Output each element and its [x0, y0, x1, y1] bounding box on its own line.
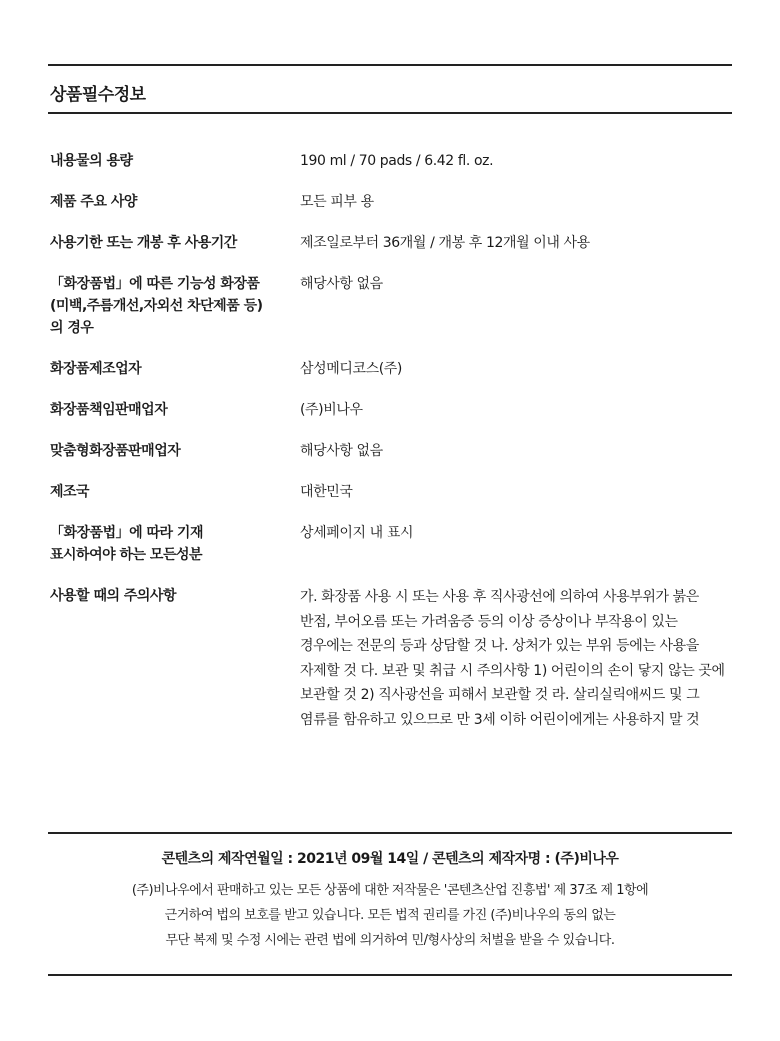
row-value: 제조일로부터 36개월 / 개봉 후 12개월 이내 사용 [300, 235, 590, 251]
copyright-line: 근거하여 법의 보호를 받고 있습니다. 모든 법적 권리를 가진 (주)비나우의 동의 없는 [164, 908, 616, 923]
row-label: 「화장품법」에 따른 기능성 화장품 (미백,주름개선,자외선 차단제품 등) 의 경우 [50, 276, 263, 336]
row-value: 190 ml / 70 pads / 6.42 fl. oz. [300, 153, 494, 169]
top-divider [48, 64, 732, 66]
title-divider [48, 112, 732, 114]
info-row-custom-seller [50, 440, 730, 462]
info-table [50, 150, 730, 751]
row-label: 내용물의 용량 [50, 153, 133, 169]
row-value: 해당사항 없음 [300, 443, 383, 459]
row-value: (주)비나우 [300, 402, 363, 418]
info-row-manufacturer [50, 358, 730, 380]
row-label: 제품 주요 사양 [50, 194, 137, 210]
row-value: 해당사항 없음 [300, 276, 383, 292]
info-row-functional [50, 273, 730, 339]
content-date-title: 콘텐츠의 제작연월일 : 2021년 09월 14일 / 콘텐츠의 제작자명 : (주)비나우 [161, 851, 619, 867]
info-row-country [50, 481, 730, 503]
info-row-expiry [50, 232, 730, 254]
row-label: 화장품제조업자 [50, 361, 142, 377]
footer-top-divider [48, 832, 732, 834]
row-value: 상세페이지 내 표시 [300, 525, 414, 541]
info-row-volume [50, 150, 730, 172]
footer-bottom-divider [48, 974, 732, 976]
row-label: 화장품책임판매업자 [50, 402, 168, 418]
info-row-ingredients [50, 522, 730, 566]
row-value: 대한민국 [300, 484, 353, 500]
copyright-line: (주)비나우에서 판매하고 있는 모든 상품에 대한 저작물은 '콘텐츠산업 진흥법' 제 37조 제 1항에 [131, 883, 649, 898]
copyright-footer [48, 848, 732, 953]
row-label: 「화장품법」에 따라 기재 표시하여야 하는 모든성분 [50, 525, 203, 563]
row-value: 모든 피부 용 [300, 194, 374, 210]
row-value: 삼성메디코스(주) [300, 361, 402, 377]
copyright-notice [48, 878, 732, 953]
row-label: 맞춤형화장품판매업자 [50, 443, 181, 459]
row-value: 가. 화장품 사용 시 또는 사용 후 직사광선에 의하여 사용부위가 붉은 반점, 부어오름 또는 가려움증 등의 이상 증상이나 부작용이 있는 경우에는 전문의 등과 상담할 것 나. 상처가 있는 부위 등에는 사용을 자제할 것 다. 보관 및 취급 시 주의사항 1) 어린이의 손이 닿지 않는 곳에 보관할 것 2) 직사광선을 피해서 보관할 것 라. 살리실릭애씨드 및 그 염류를 함유하고 있으므로 만 3세 이하 어린이에게는 사용하지 말 것 [300, 589, 725, 728]
row-label: 사용할 때의 주의사항 [50, 588, 176, 604]
info-row-distributor [50, 399, 730, 421]
row-label: 제조국 [50, 484, 90, 500]
row-label: 사용기한 또는 개봉 후 사용기간 [50, 235, 237, 251]
copyright-line: 무단 복제 및 수정 시에는 관련 법에 의거하여 민/형사상의 처벌을 받을 수 있습니다. [165, 933, 615, 948]
info-row-spec [50, 191, 730, 213]
section-title: 상품필수정보 [50, 85, 146, 105]
info-row-precautions [50, 585, 730, 732]
